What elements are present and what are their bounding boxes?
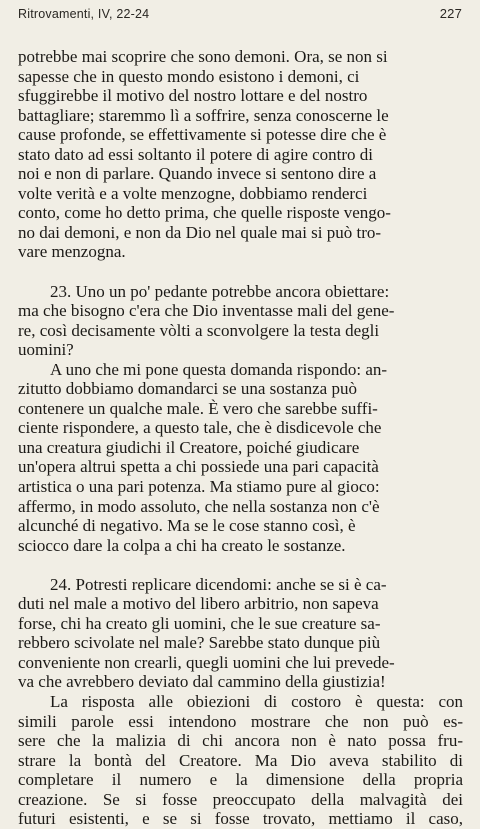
paragraph-continuation: potrebbe mai scoprire che sono demoni. Ora, se non si sapesse che in questo mondo esistono i demoni, ci sfuggirebbe il motivo del nostro lottare e del nostro battagliare; staremmo lì a soffrire, senza conoscerne le cause profonde, se effettivamente si potesse dire che è stato dato ad essi soltanto il potere di agire contro di noi e non di parlare. Quando invece si sentono dire a volte verità e a volte menzogne, dobbiamo renderci conto, come ho detto prima, che quelle risposte vengo- no dai demoni, e non da Dio nel quale mai si può tro- vare menzogna. [18,47,391,262]
paragraph-spacer [18,262,463,282]
paragraph-reply-24: La risposta alle obiezioni di costoro è questa: con simili parole essi intendono mostrare che non può es- sere che la malizia di chi ancora non è nato possa fru- strare la bontà del Creatore. Ma Dio aveva stabilito di completare il numero e la dimensione della propria creazione. Se si fosse preoccupato della malvagità dei futuri esistenti, e se si fosse trovato, mettiamo il caso, [18,691,463,829]
body-text [18,47,463,829]
paragraph-spacer [18,555,463,575]
paragraph-reply-23: A uno che mi pone questa domanda rispondo: an- zitutto dobbiamo domandarci se una sostanza può contenere un qualche male. È vero che sarebbe suffi- ciente rispondere, a questo tale, che è disdicevole che una creatura giudichi il Creatore, poiché giudicare un'opera altrui spetta a chi possiede una pari capacità artistica o una pari potenza. Ma stiamo pure al gioco: affermo, in modo assoluto, che nella sostanza non c'è alcunché di negativo. Ma se le cose stanno così, è sciocco dare la colpa a chi ha creato le sostanze. [18,359,388,555]
running-header [18,6,462,26]
paragraph-section-23: 23. Uno un po' pedante potrebbe ancora obiettare: ma che bisogno c'era che Dio inventasse mali del gene- re, così decisamente vòlti a sconvolgere la testa degli uomini? [18,281,395,360]
paragraph-section-24: 24. Potresti replicare dicendomi: anche se si è ca- duti nel male a motivo del libero arbitrio, non sapeva forse, chi ha creato gli uomini, che le sue creature sa- rebbero scivolate nel male? Sarebbe stato dunque più conveniente non crearli, quegli uomini che lui prevede- va che avrebbero deviato dal cammino della giustizia! [18,574,395,692]
page-number: 227 [439,6,462,21]
running-title: Ritrovamenti, IV, 22-24 [18,7,150,21]
